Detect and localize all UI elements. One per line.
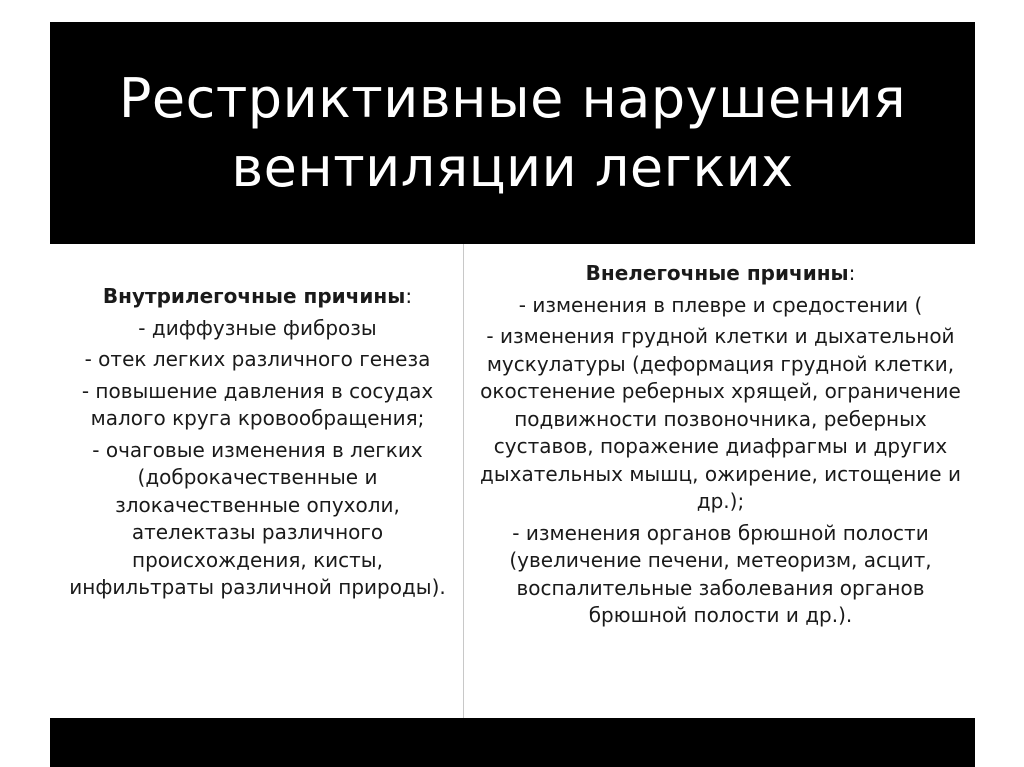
list-item: - повышение давления в сосудах малого круга кровообращения; — [81, 378, 434, 430]
slide-title — [50, 22, 975, 244]
list-item: - изменения грудной клетки и дыхательной мускулатуры (деформация грудной клетки, окостенение реберных хрящей, ограничение подвижности позвоночника, реберных суставов, поражение диафрагмы и других дыхательных мышц, ожирение, истощение и др.); — [480, 324, 961, 513]
list-item: - отек легких различного генеза — [84, 347, 431, 371]
list-item: - изменения в плевре и средостении ( — [518, 292, 923, 317]
heading-colon: : — [405, 284, 413, 308]
content-table — [50, 244, 975, 718]
list-item: - диффузные фиброзы — [138, 315, 377, 340]
heading-colon: : — [848, 261, 856, 285]
list-item: - изменения органов брюшной полости (увеличение печени, метеоризм, асцит, воспалительные заболевания органов брюшной полости и др.). — [509, 520, 932, 627]
column-heading-extrapulmonary — [480, 260, 961, 288]
slide-title-text: Рестриктивные нарушения вентиляции легких — [118, 67, 907, 199]
bottom-bar — [50, 718, 975, 767]
heading-bold-text: Внутрилегочные причины — [102, 284, 406, 308]
column-heading-intrapulmonary — [64, 283, 451, 311]
slide — [50, 22, 975, 767]
column-intrapulmonary — [50, 244, 463, 718]
list-item: - очаговые изменения в легких (доброкачественные и злокачественные опухоли, ателектазы различного происхождения, кисты, инфильтраты различной природы). — [69, 437, 446, 599]
column-extrapulmonary — [463, 244, 975, 718]
heading-bold-text: Внелегочные причины — [585, 261, 849, 285]
